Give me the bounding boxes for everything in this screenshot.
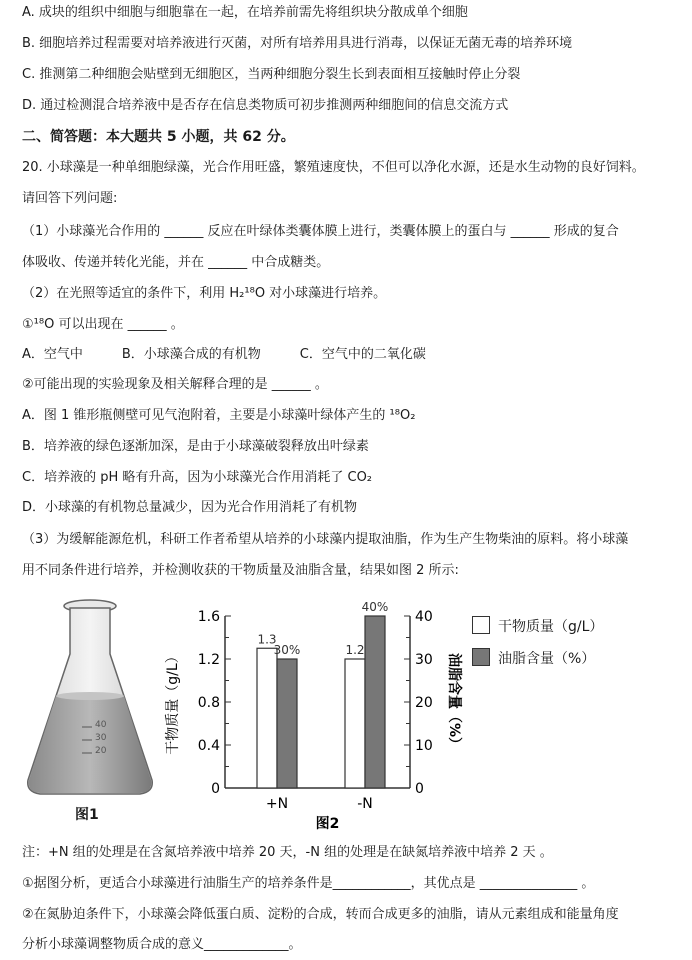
left-axis-tick-label: 1.2 bbox=[197, 652, 220, 668]
bar-data-label: 30% bbox=[273, 643, 301, 657]
legend-label-dry-mass: 干物质量（g/L） bbox=[498, 619, 604, 635]
bar-oil-content bbox=[277, 659, 297, 788]
chart-legend bbox=[472, 614, 677, 674]
sub-question-2: （2）在光照等适宜的条件下，利用 H₂¹⁸O 对小球藻进行培养。 bbox=[22, 286, 387, 301]
left-axis-tick-label: 0.8 bbox=[197, 695, 220, 711]
bar-data-label: 1.2 bbox=[345, 643, 365, 657]
part2-option-a: A．图 1 锥形瓶侧壁可见气泡附着，主要是小球藻叶绿体产生的 ¹⁸O₂ bbox=[22, 408, 416, 423]
note-text: 注：+N 组的处理是在含氮培养液中培养 20 天，-N 组的处理是在缺氮培养液中培养 2 天 。 bbox=[22, 845, 553, 860]
sub-question-2-part1: ①¹⁸O 可以出现在 ______ 。 bbox=[22, 317, 184, 332]
legend-swatch-dry-mass bbox=[472, 616, 490, 634]
sub-question-1-line1: （1）小球藻光合作用的 ______ 反应在叶绿体类囊体膜上进行，类囊体膜上的蛋白与 ______ 形成的复合 bbox=[22, 224, 619, 239]
bar-dry-mass bbox=[345, 659, 365, 788]
x-axis-category-label: +N bbox=[265, 796, 289, 812]
legend-swatch-oil-content bbox=[472, 648, 490, 666]
bar-chart bbox=[155, 592, 465, 837]
right-axis-tick-label: 0 bbox=[415, 781, 424, 797]
flask-mark-20: 20 bbox=[95, 746, 107, 756]
bar-oil-content bbox=[365, 616, 385, 788]
option-a-text: A. 成块的组织中细胞与细胞靠在一起，在培养前需先将组织块分散成单个细胞 bbox=[22, 5, 468, 20]
sub-question-2-part2: ②可能出现的实验现象及相关解释合理的是 ______ 。 bbox=[22, 377, 328, 392]
sub-question-3-part2-line1: ②在氮胁迫条件下，小球藻会降低蛋白质、淀粉的合成，转而合成更多的油脂，请从元素组成和能量角度 bbox=[22, 907, 619, 922]
right-axis-tick-label: 20 bbox=[415, 695, 433, 711]
right-axis-tick-label: 40 bbox=[415, 609, 433, 625]
sub-question-1-line2: 体吸收、传递并转化光能，并在 ______ 中合成糖类。 bbox=[22, 255, 330, 270]
option-b-text: B. 细胞培养过程需要对培养液进行灭菌，对所有培养用具进行消毒，以保证无菌无毒的培养环境 bbox=[22, 36, 573, 51]
part2-option-d: D．小球藻的有机物总量减少，因为光合作用消耗了有机物 bbox=[22, 500, 358, 515]
question-20-stem: 20. 小球藻是一种单细胞绿藻，光合作用旺盛，繁殖速度快，不但可以净化水源，还是水生动物的良好饲料。 bbox=[22, 160, 645, 175]
option-d-text: D. 通过检测混合培养液中是否存在信息类物质可初步推测两种细胞间的信息交流方式 bbox=[22, 98, 509, 113]
flask-illustration bbox=[20, 592, 160, 832]
right-axis-tick-label: 10 bbox=[415, 738, 433, 754]
section-heading: 二、简答题：本大题共 5 小题，共 62 分。 bbox=[22, 129, 295, 145]
sub-question-3-part2-line2: 分析小球藻调整物质合成的意义_____________。 bbox=[22, 937, 302, 952]
left-axis-tick-label: 1.6 bbox=[197, 609, 220, 625]
x-axis-category-label: -N bbox=[357, 796, 373, 812]
flask-mark-40: 40 bbox=[95, 720, 107, 730]
right-axis-title: 油脂含量（%） bbox=[446, 652, 462, 752]
left-axis-title: 干物质量（g/L） bbox=[165, 649, 181, 755]
part1-options: A．空气中 B．小球藻合成的有机物 C．空气中的二氧化碳 bbox=[22, 347, 426, 362]
bar-data-label: 40% bbox=[361, 600, 389, 614]
figure2-label: 图2 bbox=[315, 816, 340, 832]
flask-mark-30: 30 bbox=[95, 733, 107, 743]
figure-area bbox=[20, 592, 680, 837]
legend-label-oil-content: 油脂含量（%） bbox=[498, 651, 596, 667]
sub-question-3-part1: ①据图分析，更适合小球藻进行油脂生产的培养条件是____________，其优点是 _______________ 。 bbox=[22, 876, 595, 891]
part2-option-c: C．培养液的 pH 略有升高，因为小球藻光合作用消耗了 CO₂ bbox=[22, 470, 373, 485]
bar-dry-mass bbox=[257, 648, 277, 788]
right-axis-tick-label: 30 bbox=[415, 652, 433, 668]
sub-question-3-line1: （3）为缓解能源危机，科研工作者希望从培养的小球藻内提取油脂，作为生产生物柴油的原料。将小球藻 bbox=[22, 532, 629, 547]
sub-question-3-line2: 用不同条件进行培养，并检测收获的干物质量及油脂含量，结果如图 2 所示: bbox=[22, 563, 459, 578]
part2-option-b: B．培养液的绿色逐渐加深，是由于小球藻破裂释放出叶绿素 bbox=[22, 439, 369, 454]
left-axis-tick-label: 0.4 bbox=[197, 738, 220, 754]
bar-data-label: 1.3 bbox=[257, 632, 277, 647]
left-axis-tick-label: 0 bbox=[211, 781, 220, 797]
question-prompt: 请回答下列问题: bbox=[22, 191, 118, 206]
option-c-text: C. 推测第二种细胞会贴壁到无细胞区，当两种细胞分裂生长到表面相互接触时停止分裂 bbox=[22, 67, 521, 82]
figure1-label: 图1 bbox=[75, 807, 99, 823]
